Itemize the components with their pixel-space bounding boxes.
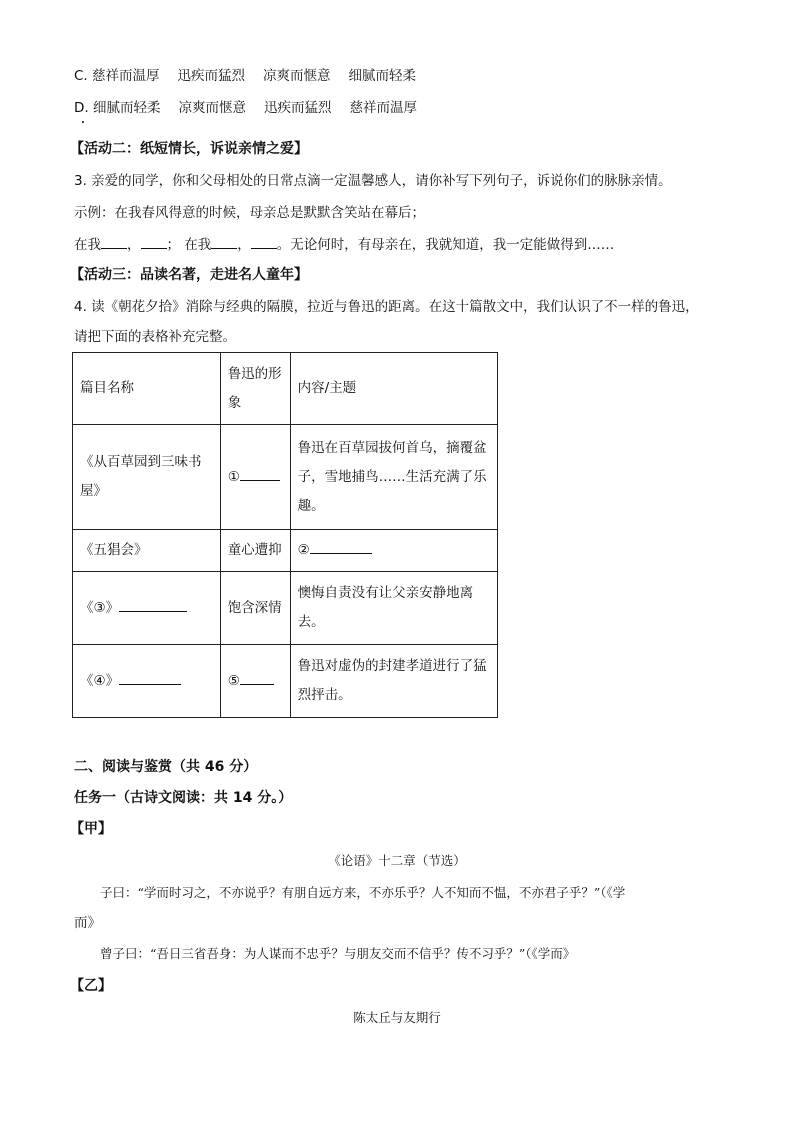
question-4-line-1: 4. 读《朝花夕拾》消除与经典的隔膜，拉近与鲁迅的距离。在这十篇散文中，我们认识了不一样的鲁迅， [74, 299, 699, 315]
cell-image-label: ① [227, 468, 240, 485]
cell-image-label: ⑤ [227, 672, 240, 689]
option-d-text-4: 慈祥而温厚 [349, 100, 417, 116]
jia-paragraph-1-line-2: 而》 [74, 915, 101, 931]
table-row [73, 645, 498, 718]
reading-table [72, 352, 498, 718]
option-d-text-3: 迅疾而猛烈 [263, 100, 332, 116]
blank-4[interactable] [251, 235, 277, 249]
table-row [73, 425, 498, 530]
option-c-text-4: 细腻而轻柔 [348, 68, 417, 84]
activity3-heading: 【活动三：品读名著，走进名人童年】 [70, 267, 308, 283]
option-c-text-2: 迅疾而猛烈 [177, 68, 246, 84]
option-c-text-3: 凉爽而惬意 [263, 68, 331, 84]
fill-sep-1: ， [127, 237, 141, 253]
answer-blank-4[interactable] [119, 671, 181, 685]
fill-end: 。无论何时，有母亲在，我就知道，我一定能做得到…… [276, 237, 615, 253]
fill-prefix-b: ； 在我 [166, 237, 212, 253]
cell-content-label: ② [297, 542, 310, 558]
option-c-text-1: C. 慈祥而温厚 [74, 68, 160, 84]
cell-title-label: 《③》 [80, 599, 120, 616]
header-title: 篇目名称 [73, 353, 221, 425]
fill-sep-2: ， [237, 237, 251, 253]
answer-blank-3[interactable] [119, 598, 187, 612]
section-2-heading: 二、阅读与鉴赏（共 46 分） [74, 759, 258, 775]
fill-prefix-a: 在我 [74, 237, 101, 253]
jia-paragraph-1-line-1: 子曰：“学而时习之，不亦说乎？有朋自远方来，不亦乐乎？人不知而不愠，不亦君子乎？”（《学 [100, 885, 626, 900]
cell-title: 《从百草园到三味书屋》 [73, 425, 221, 530]
option-d [74, 99, 417, 117]
question-4-line-2: 请把下面的表格补充完整。 [74, 329, 236, 345]
table-row [73, 572, 498, 645]
header-content: 内容/主题 [290, 353, 497, 425]
option-d-text-2: 凉爽而惬意 [178, 100, 246, 116]
cell-content: 鲁迅对虚伪的封建孝道进行了猛烈抨击。 [290, 645, 497, 718]
answer-blank-5[interactable] [240, 671, 274, 685]
blank-3[interactable] [211, 235, 237, 249]
yi-marker: 【乙】 [70, 978, 112, 994]
stray-mark [82, 121, 84, 123]
task-1-heading: 任务一（古诗文阅读：共 14 分。） [74, 790, 293, 806]
jia-title: 《论语》十二章（节选） [328, 853, 466, 868]
cell-image: 饱含深情 [220, 572, 290, 645]
cell-image: 童心遭抑 [220, 530, 290, 572]
answer-blank-2[interactable] [310, 540, 372, 554]
cell-content: 懊悔自责没有让父亲安静地离去。 [290, 572, 497, 645]
question-3: 3. 亲爱的同学，你和父母相处的日常点滴一定温馨感人，请你补写下列句子，诉说你们的脉脉亲情。 [74, 173, 672, 189]
cell-content: 鲁迅在百草园拔何首乌，摘覆盆子，雪地捕鸟……生活充满了乐趣。 [290, 425, 497, 530]
table-header-row [73, 353, 498, 425]
cell-image [220, 425, 290, 530]
cell-title: 《五猖会》 [73, 530, 221, 572]
cell-title [73, 572, 221, 645]
cell-image [220, 645, 290, 718]
table-row [73, 530, 498, 572]
activity2-heading: 【活动二：纸短情长，诉说亲情之爱】 [70, 141, 308, 157]
jia-marker: 【甲】 [70, 821, 112, 837]
cell-title-label: 《④》 [80, 672, 120, 689]
blank-2[interactable] [141, 235, 167, 249]
option-c [74, 67, 416, 85]
answer-blank-1[interactable] [240, 467, 280, 481]
cell-content [290, 530, 497, 572]
jia-paragraph-2: 曾子曰：“吾日三省吾身：为人谋而不忠乎？与朋友交而不信乎？传不习乎？”（《学而》 [100, 946, 576, 961]
cell-title [73, 645, 221, 718]
example-sentence: 示例：在我春风得意的时候，母亲总是默默含笑站在幕后； [74, 205, 425, 221]
option-d-text-1: D. 细腻而轻柔 [74, 100, 161, 116]
header-image: 鲁迅的形象 [220, 353, 290, 425]
fill-in-sentence [74, 235, 614, 254]
blank-1[interactable] [101, 235, 127, 249]
yi-title: 陈太丘与友期行 [353, 1010, 441, 1025]
